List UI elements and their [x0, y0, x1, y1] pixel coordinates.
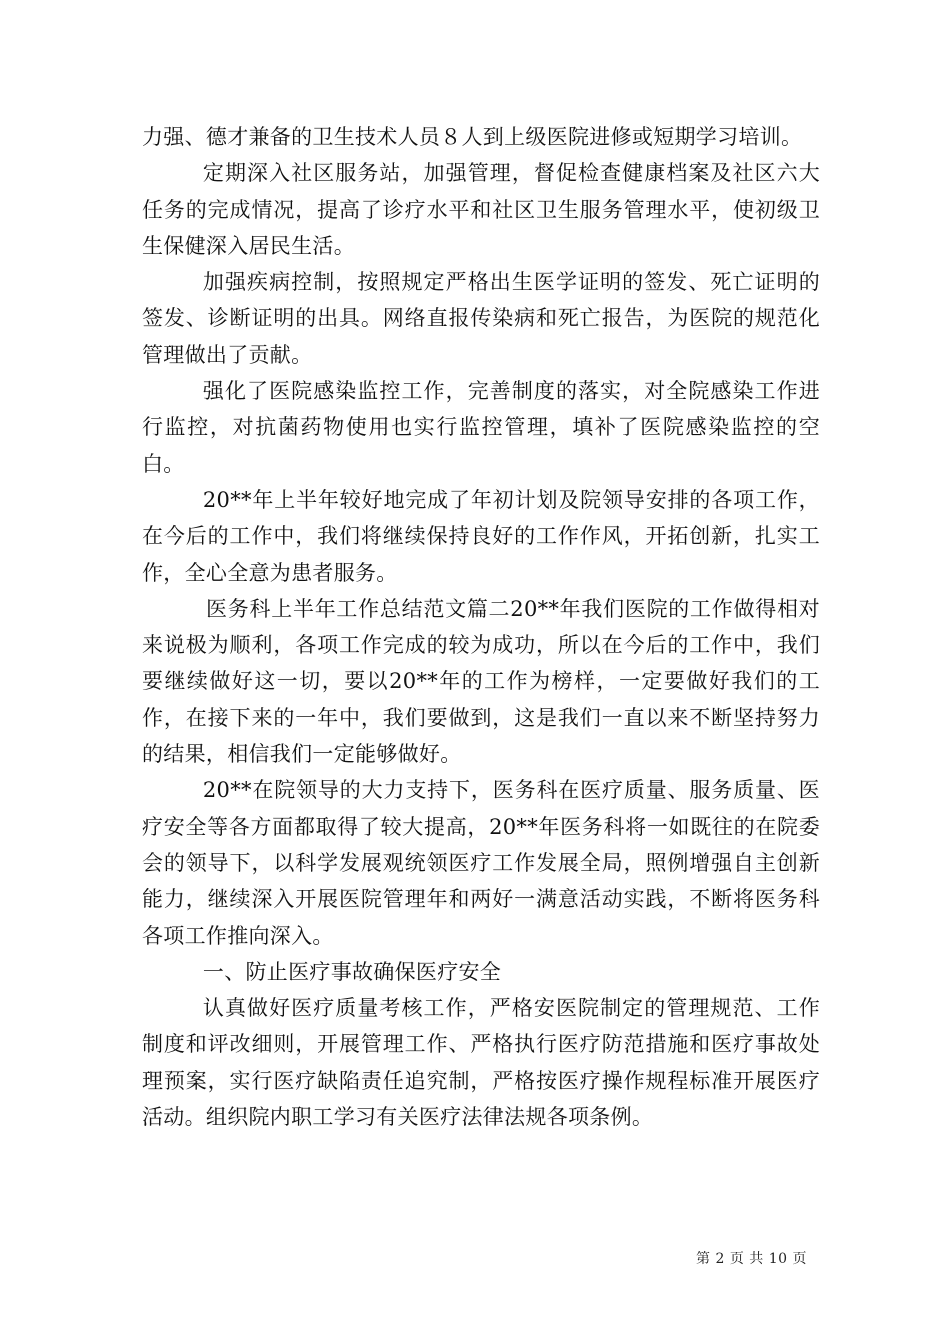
paragraph-continuation: 力强、德才兼备的卫生技术人员８人到上级医院进修或短期学习培训。 — [142, 125, 803, 149]
paragraph-half-year-summary: 20**年上半年较好地完成了年初计划及院领导安排的各项工作，在今后的工作中，我们将继续保持良好的工作作风，开拓创新，扎实工作，全心全意为患者服务。 — [142, 487, 820, 585]
paragraph-leadership-support: 20**在院领导的大力支持下，医务科在医疗质量、服务质量、医疗安全等各方面都取得了较大提高，20**年医务科将一如既往的在院委会的领导下，以科学发展观统领医疗工作发展全局，照例增强自主创新能力，继续深入开展医院管理年和两好一满意活动实践，不断将医务科各项工作推向深入。 — [142, 778, 820, 948]
paragraph-community-service: 定期深入社区服务站，加强管理，督促检查健康档案及社区六大任务的完成情况，提高了诊疗水平和社区卫生服务管理水平，使初级卫生保健深入居民生活。 — [142, 161, 820, 258]
paragraph-disease-control: 加强疾病控制，按照规定严格出生医学证明的签发、死亡证明的签发、诊断证明的出具。网络直报传染病和死亡报告，为医院的规范化管理做出了贡献。 — [142, 270, 820, 367]
paragraph-article-two: 医务科上半年工作总结范文篇二20**年我们医院的工作做得相对来说极为顺利，各项工作完成的较为成功，所以在今后的工作中，我们要继续做好这一切，要以20**年的工作为榜样，一定要做好我们的工作，在接下来的一年中，我们要做到，这是我们一直以来不断坚持努力的结果，相信我们一定能够做好。 — [142, 596, 820, 767]
paragraph-infection-monitoring: 强化了医院感染监控工作，完善制度的落实，对全院感染工作进行监控，对抗菌药物使用也实行监控管理，填补了医院感染监控的空白。 — [142, 379, 820, 476]
paragraph-quality-assessment: 认真做好医疗质量考核工作，严格安医院制定的管理规范、工作制度和评改细则，开展管理工作、严格执行医疗防范措施和医疗事故处理预案，实行医疗缺陷责任追究制，严格按医疗操作规程标准开展医疗活动。组织院内职工学习有关医疗法律法规各项条例。 — [142, 996, 820, 1130]
page-number-footer: 第 2 页 共 10 页 — [696, 1251, 807, 1267]
document-body — [142, 119, 820, 1135]
section-heading-medical-safety: 一、防止医疗事故确保医疗安全 — [202, 959, 502, 984]
